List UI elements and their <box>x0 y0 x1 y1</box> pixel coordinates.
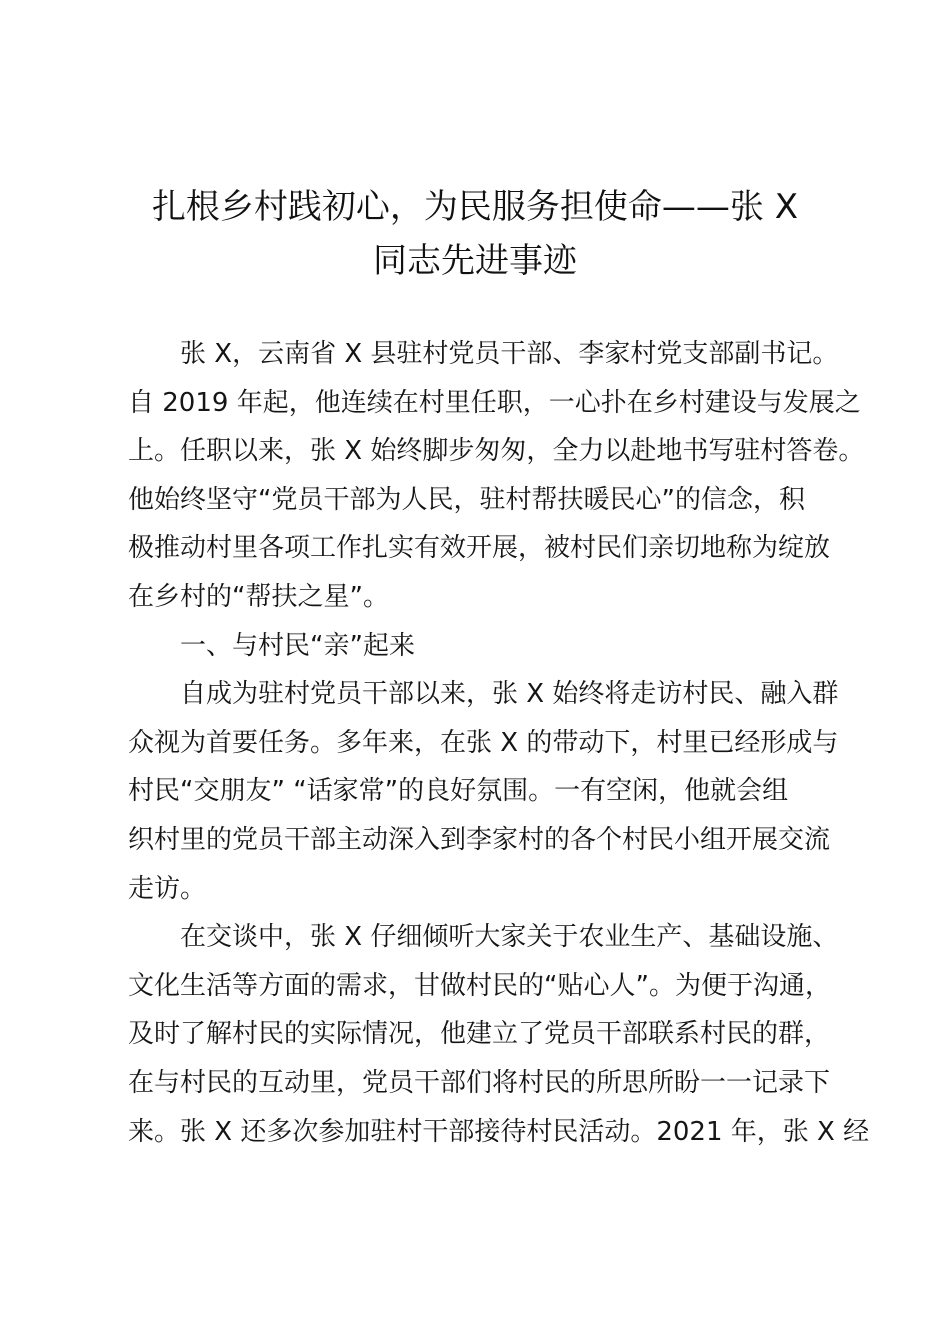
paragraph-line: 自成为驻村党员干部以来，张 X 始终将走访村民、融入群 <box>180 679 839 710</box>
title-line-2: 同志先进事迹 <box>373 241 577 281</box>
paragraph-line: 走访。 <box>128 873 207 904</box>
paragraph-line: 极推动村里各项工作扎实有效开展，被村民们亲切地称为绽放 <box>128 533 831 564</box>
paragraph-line: 在与村民的互动里，党员干部们将村民的所思所盼一一记录下 <box>128 1067 831 1098</box>
paragraph-line: 众视为首要任务。多年来，在张 X 的带动下，村里已经形成与 <box>128 727 839 758</box>
paragraph-line: 文化生活等方面的需求，甘做村民的“贴心人”。为便于沟通， <box>128 970 831 1001</box>
paragraph-line: 及时了解村民的实际情况，他建立了党员干部联系村民的群， <box>128 1019 831 1050</box>
document-title <box>0 180 950 288</box>
title-line-1: 扎根乡村践初心，为民服务担使命——张 X <box>151 187 799 227</box>
section-heading: 一、与村民“亲”起来 <box>180 630 415 661</box>
paragraph-line: 他始终坚守“党员干部为人民，驻村帮扶暖民心”的信念，积 <box>128 484 805 515</box>
document-body <box>128 330 870 1156</box>
paragraph-line: 在交谈中，张 X 仔细倾听大家关于农业生产、基础设施、 <box>180 922 839 953</box>
paragraph-line: 织村里的党员干部主动深入到李家村的各个村民小组开展交流 <box>128 824 831 855</box>
paragraph-line: 村民“交朋友” “话家常”的良好氛围。一有空闲，他就会组 <box>128 776 789 807</box>
paragraph-line: 自 2019 年起，他连续在村里任职，一心扑在乡村建设与发展之 <box>128 387 861 418</box>
paragraph-line: 在乡村的“帮扶之星”。 <box>128 581 389 612</box>
paragraph-line: 张 X，云南省 X 县驻村党员干部、李家村党支部副书记。 <box>180 339 839 369</box>
paragraph-line: 上。任职以来，张 X 始终脚步匆匆，全力以赴地书写驻村答卷。 <box>128 436 865 467</box>
paragraph-line: 来。张 X 还多次参加驻村干部接待村民活动。2021 年，张 X 经 <box>128 1116 870 1147</box>
